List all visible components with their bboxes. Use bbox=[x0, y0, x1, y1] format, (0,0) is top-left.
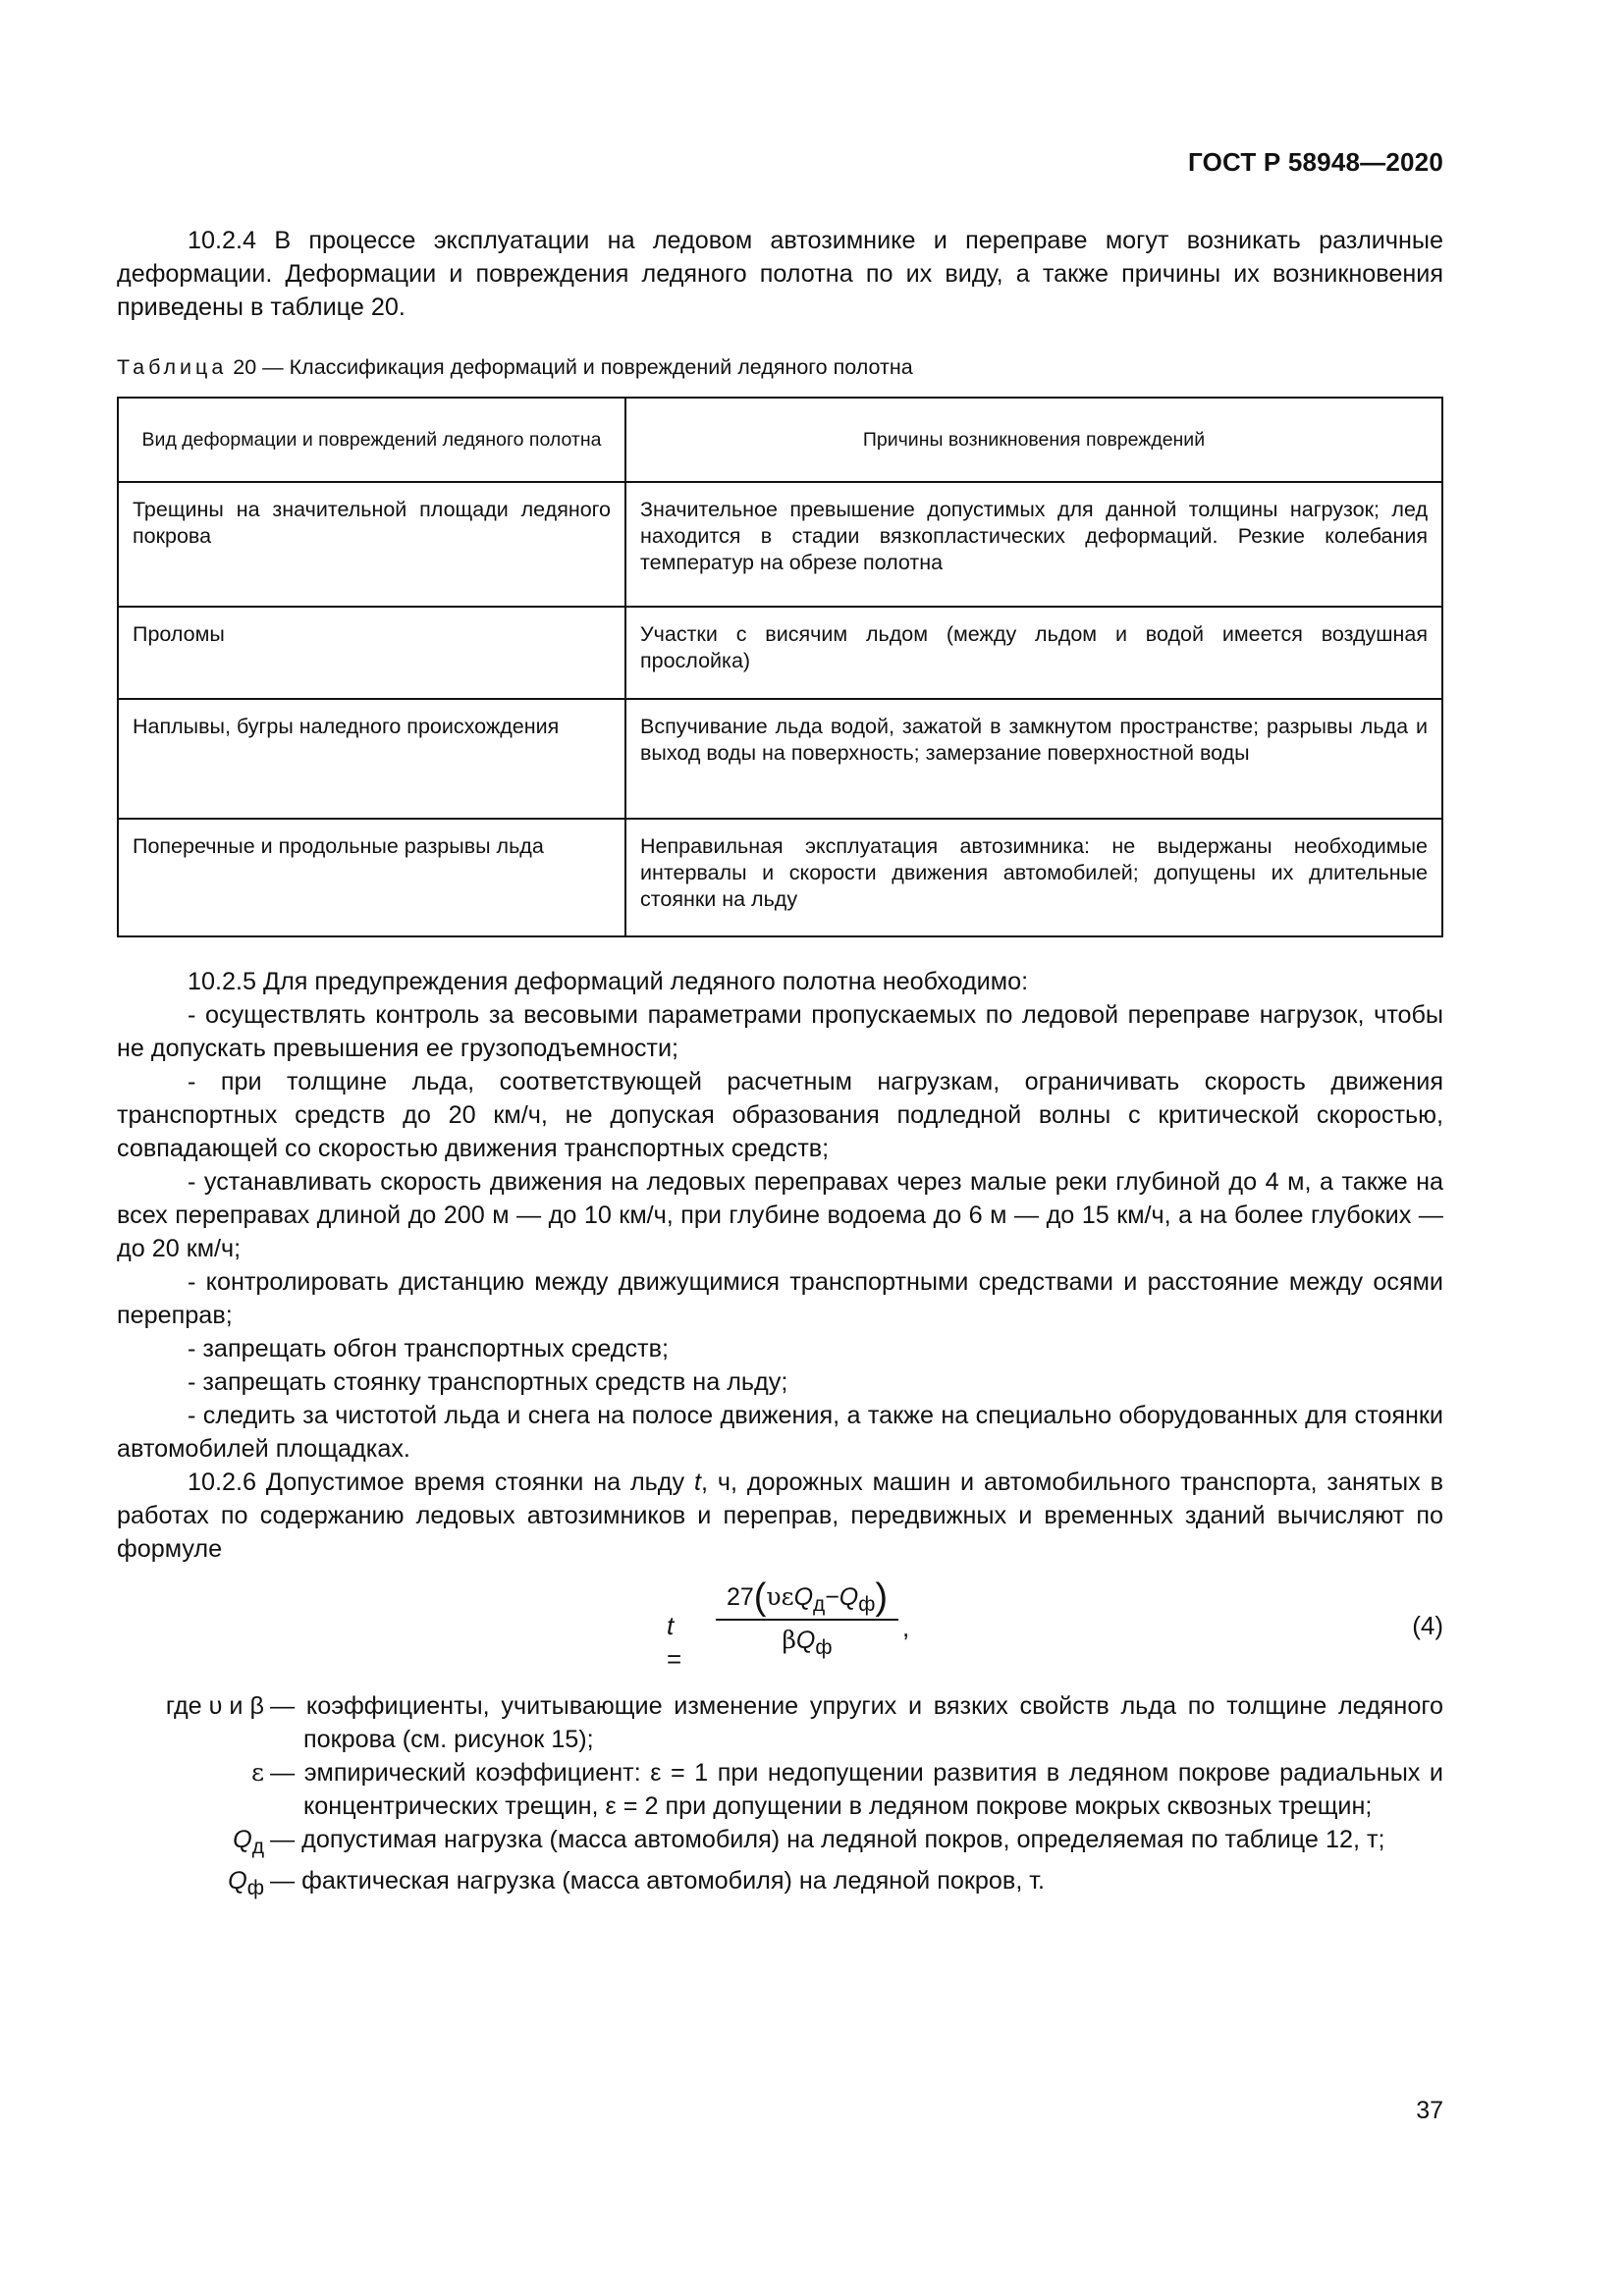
table-cell-type: Трещины на значительной площади ледяного покрова bbox=[118, 482, 625, 607]
list-item: - при толщине льда, соответствующей расчетным нагрузкам, ограничивать скорость движения транспортных средств до 20 км/ч, не допуская образования подледной волны с критической скоростью, совпадающей со скоростью движения транспортных средств; bbox=[117, 1068, 1443, 1162]
list-item: - устанавливать скорость движения на ледовых переправах через малые реки глубиной до 4 м, а также на всех переправах длиной до 200 м — до 10 км/ч, при глубине водоема до 6 м — до 15 км/ч, а на более глубоких — до 20 км/ч; bbox=[117, 1168, 1443, 1262]
formula-4: t = $27(\upsilon\varepsilon Q_д-Q_ф)$ $\beta Q_ф$ , (4) bbox=[667, 1576, 1443, 1674]
var-t: t bbox=[693, 1468, 701, 1496]
formula-denominator: $\beta Q_ф$ bbox=[782, 1626, 833, 1659]
definition-text: — фактическая нагрузка (масса автомобиля) на ледяной покров, т. bbox=[270, 1867, 1046, 1896]
table-cell-causes: Вспучивание льда водой, зажатой в замкнутом пространстве; разрывы льда и выход воды на поверхность; замерзание поверхностной воды bbox=[625, 699, 1442, 819]
definition-text: — допустимая нагрузка (масса автомобиля) на ледяной покров, определяемая по таблице 12, т; bbox=[270, 1826, 1385, 1853]
definition-symbol: $Q_д$ bbox=[233, 1826, 264, 1859]
formula-definitions bbox=[117, 1689, 1443, 1905]
table-row bbox=[118, 607, 1442, 699]
list-item: - осуществлять контроль за весовыми параметрами пропускаемых по ледовой переправе нагрузок, чтобы не допускать превышения ее грузоподъемности; bbox=[117, 1001, 1443, 1062]
table-header-type: Вид деформации и повреждений ледяного полотна bbox=[118, 398, 625, 482]
definition-symbol: $Q_ф$ bbox=[228, 1867, 264, 1900]
formula-fraction bbox=[714, 1575, 900, 1660]
table-cell-causes: Участки с висячим льдом (между льдом и водой имеется воздушная прослойка) bbox=[625, 607, 1442, 699]
table-header-causes: Причины возникновения повреждений bbox=[625, 398, 1442, 482]
definition-item bbox=[117, 1756, 1443, 1823]
table-cell-causes: Значительное превышение допустимых для данной толщины нагрузок; лед находится в стадии вязкопластических деформаций. Резкие колебания температур на обрезе полотна bbox=[625, 482, 1442, 607]
definition-item bbox=[117, 1823, 1443, 1864]
definition-symbol: ε bbox=[250, 1758, 264, 1787]
list-item: - следить за чистотой льда и снега на полосе движения, а также на специально оборудованных для стоянки автомобилей площадках. bbox=[117, 1402, 1443, 1463]
standard-header: ГОСТ Р 58948—2020 bbox=[1188, 147, 1443, 177]
formula-numerator: $27(\upsilon\varepsilon Q_д-Q_ф)$ bbox=[726, 1576, 889, 1618]
definition-item bbox=[117, 1864, 1443, 1905]
table-row bbox=[118, 482, 1442, 607]
list-item: - запрещать обгон транспортных средств; bbox=[188, 1335, 669, 1362]
table-row bbox=[118, 699, 1442, 819]
deformations-table bbox=[117, 397, 1443, 937]
definition-text: — эмпирический коэффициент: ε = 1 при недопущении развития в ледяном покрове радиальных и концентрических трещин, ε = 2 при допущении в ледяном покрове мокрых сквозных трещин; bbox=[270, 1759, 1443, 1820]
list-item: - контролировать дистанцию между движущимися транспортными средствами и расстояние между осями переправ; bbox=[117, 1268, 1443, 1329]
table-cell-type: Поперечные и продольные разрывы льда bbox=[118, 819, 625, 936]
definition-text: — коэффициенты, учитывающие изменение упругих и вязких свойств льда по толщине ледяного покрова (см. рисунок 15); bbox=[270, 1692, 1443, 1753]
formula-lhs: t = bbox=[667, 1611, 682, 1674]
table-cell-causes: Неправильная эксплуатация автозимника: не выдержаны необходимые интервалы и скорости движения автомобилей; допущены их длительные стоянки на льду bbox=[625, 819, 1442, 936]
table-caption-text: 20 — Классификация деформаций и повреждений ледяного полотна bbox=[227, 355, 913, 379]
paragraph-10-2-5: 10.2.5 Для предупреждения деформаций ледяного полотна необходимо: bbox=[188, 968, 1029, 995]
section-10-2-5 bbox=[117, 965, 1443, 1466]
definition-symbol: где υ и β bbox=[165, 1692, 264, 1720]
table-header-row bbox=[118, 398, 1442, 482]
paragraph-10-2-4: 10.2.4 В процессе эксплуатации на ледовом автозимнике и переправе могут возникать различные деформации. Деформации и повреждения ледяного полотна по их виду, а также причины их возникновения приведены в таблице 20. bbox=[117, 227, 1443, 321]
table-cell-type: Проломы bbox=[118, 607, 625, 699]
page-number: 37 bbox=[1416, 2097, 1443, 2124]
table-caption bbox=[117, 353, 1443, 381]
table-caption-word: Таблица bbox=[117, 355, 228, 379]
list-item: - запрещать стоянку транспортных средств на льду; bbox=[188, 1368, 788, 1396]
paragraph-10-2-6: 10.2.6 Допустимое время стоянки на льду t, ч, дорожных машин и автомобильного транспорта, занятых в работах по содержанию ледовых автозимников и переправ, передвижных и временных зданий вычисляют по формуле bbox=[117, 1468, 1443, 1563]
table-row bbox=[118, 819, 1442, 936]
table-cell-type: Наплывы, бугры наледного происхождения bbox=[118, 699, 625, 819]
definition-item bbox=[117, 1689, 1443, 1756]
page-content bbox=[117, 224, 1443, 1905]
formula-number: (4) bbox=[1412, 1611, 1443, 1640]
